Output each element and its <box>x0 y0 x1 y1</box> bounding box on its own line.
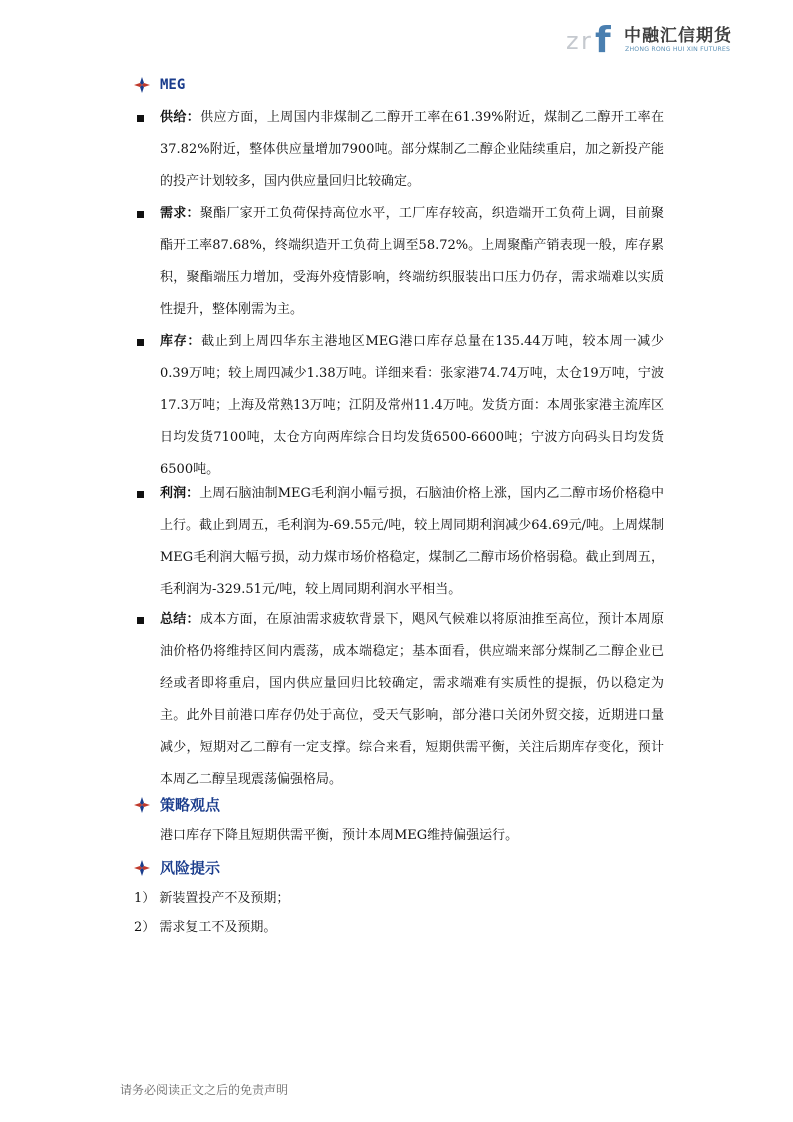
risk-title: 风险提示 <box>160 859 221 877</box>
label-profit: 利润： <box>160 486 200 501</box>
bullet-supply <box>134 110 664 198</box>
text-profit: 上周石脑油制MEG毛利润小幅亏损，石脑油价格上涨，国内乙二醇市场价格稳中上行。截止到周五，毛利润为-69.55元/吨，较上周同期利润减少64.69元/吨。上周煤制MEG毛利润大幅亏损，动力煤市场价格稳定，煤制乙二醇市场价格弱稳。截止到周五，毛利润为-329.51元/吨，较上周同期利润水平相当。 <box>160 486 664 597</box>
bullet-demand <box>134 206 664 326</box>
paragraph-profit <box>160 478 664 606</box>
paragraph-inventory <box>160 326 664 486</box>
risk-item-2: 2） 需求复工不及预期。 <box>134 920 277 935</box>
strategy-title: 策略观点 <box>160 796 221 814</box>
square-bullet-icon <box>137 115 144 122</box>
square-bullet-icon <box>137 339 144 346</box>
diamond-bullet-icon <box>134 860 150 876</box>
zrf-logo-mark <box>566 18 624 58</box>
risk-heading <box>134 857 220 878</box>
paragraph-summary <box>160 604 664 796</box>
strategy-text: 港口库存下降且短期供需平衡，预计本周MEG维持偏强运行。 <box>160 828 519 843</box>
square-bullet-icon <box>137 211 144 218</box>
logo-name-cn: 中融汇信期货 <box>624 26 732 46</box>
svg-text:r: r <box>581 27 591 55</box>
risk-item-1: 1） 新装置投产不及预期； <box>134 891 290 906</box>
bullet-summary <box>134 612 664 796</box>
bullet-profit <box>134 486 664 606</box>
paragraph-supply <box>160 102 664 198</box>
text-summary: 成本方面，在原油需求疲软背景下，飓风气候难以将原油推至高位，预计本周原油价格仍将维持区间内震荡，成本端稳定；基本面看，供应端来部分煤制乙二醇企业已经或者即将重启，国内供应量回归比较确定，需求端难有实质性的提振，仍以稳定为主。此外目前港口库存仍处于高位，受天气影响，部分港口关闭外贸交接，近期进口量减少，短期对乙二醇有一定支撑。综合来看，短期供需平衡，关注后期库存变化，预计本周乙二醇呈现震荡偏强格局。 <box>160 612 664 787</box>
label-inventory: 库存： <box>160 334 202 349</box>
text-supply: 供应方面，上周国内非煤制乙二醇开工率在61.39%附近，煤制乙二醇开工率在37.82%附近，整体供应量增加7900吨。部分煤制乙二醇企业陆续重启，加之新投产能的投产计划较多，国内供应量回归比较确定。 <box>160 110 664 189</box>
paragraph-demand <box>160 198 664 326</box>
label-supply: 供给： <box>160 110 201 125</box>
text-demand: 聚酯厂家开工负荷保持高位水平，工厂库存较高，织造端开工负荷上调，目前聚酯开工率87.68%，终端织造开工负荷上调至58.72%。上周聚酯产销表现一般，库存累积，聚酯端压力增加，受海外疫情影响，终端纺织服装出口压力仍存，需求端难以实质性提升，整体刚需为主。 <box>160 206 664 317</box>
label-summary: 总结： <box>160 612 200 627</box>
square-bullet-icon <box>137 491 144 498</box>
strategy-heading <box>134 794 220 815</box>
text-inventory: 截止到上周四华东主港地区MEG港口库存总量在135.44万吨，较本周一减少0.39万吨；较上周四减少1.38万吨。详细来看：张家港74.74万吨，太仓19万吨，宁波17.3万吨；上海及常熟13万吨；江阴及常州11.4万吨。发货方面：本周张家港主流库区日均发货7100吨，太仓方向两库综合日均发货6500-6600吨；宁波方向码头日均发货6500吨。 <box>160 334 664 477</box>
label-demand: 需求： <box>160 206 200 221</box>
square-bullet-icon <box>137 617 144 624</box>
diamond-bullet-icon <box>134 797 150 813</box>
disclaimer-footer: 请务必阅读正文之后的免责声明 <box>120 1083 289 1097</box>
svg-text:z: z <box>566 27 579 55</box>
diamond-bullet-icon <box>134 77 150 93</box>
svg-text:f: f <box>595 20 611 58</box>
bullet-inventory <box>134 334 664 486</box>
meg-title: MEG <box>160 77 186 93</box>
company-logo <box>566 14 776 70</box>
logo-name-en: ZHONG RONG HUI XIN FUTURES <box>625 46 731 53</box>
meg-heading <box>134 77 185 93</box>
